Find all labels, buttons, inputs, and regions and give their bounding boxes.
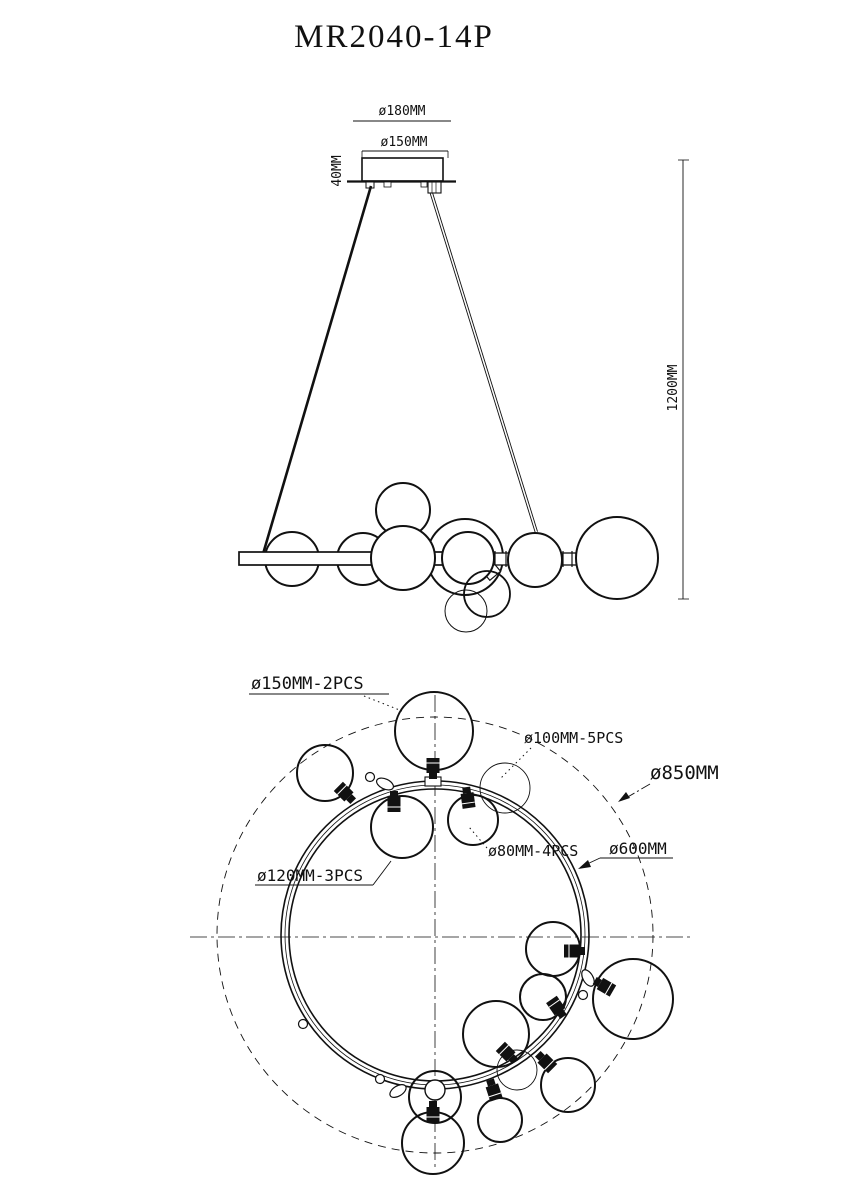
- label-150mm: [249, 674, 402, 711]
- label-100mm: [500, 729, 623, 779]
- suspension-cable-left: [263, 186, 371, 554]
- glass-sphere: [576, 517, 658, 599]
- dim-canopy-outer: [353, 104, 451, 121]
- plan-labels: [249, 674, 719, 885]
- front-spheres-front: [371, 517, 658, 599]
- dim-canopy-outer-label: ø180MM: [378, 104, 426, 119]
- front-view: [239, 104, 689, 632]
- dim-canopy-height-label: 40MM: [330, 155, 345, 187]
- glass-sphere: [445, 590, 487, 632]
- label-850mm-text: ø850MM: [650, 762, 719, 784]
- sphere-clamp: [484, 1078, 503, 1102]
- glass-sphere: [480, 763, 530, 813]
- label-150mm-text: ø150MM-2PCS: [251, 674, 364, 694]
- screw-detail-left: [384, 182, 391, 187]
- label-600mm-text: ø600MM: [609, 839, 667, 858]
- screw-detail-right: [421, 182, 427, 187]
- glass-sphere: [508, 533, 562, 587]
- bottom-socket: [425, 1080, 445, 1100]
- canopy: [347, 158, 456, 193]
- ring-connector-oval: [375, 776, 396, 793]
- glass-sphere: [371, 796, 433, 858]
- arrowhead-850: [618, 792, 630, 802]
- glass-sphere: [478, 1098, 522, 1142]
- glass-sphere: [463, 1001, 529, 1067]
- label-80mm: [469, 827, 578, 860]
- ring-connector-dot: [366, 773, 375, 782]
- dim-canopy-inner-label: ø150MM: [380, 135, 428, 150]
- glass-sphere: [593, 959, 673, 1039]
- ring-connector-dot: [579, 991, 588, 1000]
- label-850mm: [618, 762, 719, 802]
- plan-view: [190, 674, 719, 1174]
- ring-connector-dot: [299, 1020, 308, 1029]
- sphere-clamp: [564, 945, 585, 958]
- sphere-clamps: [334, 758, 616, 1122]
- label-600mm: [578, 839, 673, 869]
- ring-connector-dot: [376, 1075, 385, 1084]
- ring-connector-oval: [579, 968, 597, 989]
- sphere-clamp: [427, 758, 440, 779]
- arrowhead-600: [578, 860, 591, 869]
- dim-drop-height-label: 1200MM: [666, 364, 681, 412]
- label-120mm-text: ø120MM-3PCS: [257, 866, 363, 885]
- suspension-cable-right: [430, 193, 537, 533]
- sphere-clamp: [427, 1101, 440, 1122]
- label-80mm-text: ø80MM-4PCS: [488, 842, 579, 860]
- sphere-clamp: [334, 782, 358, 806]
- plan-spheres: [297, 692, 673, 1174]
- dim-canopy-inner: [362, 135, 448, 158]
- label-100mm-text: ø100MM-5PCS: [524, 729, 624, 747]
- cable-gripper-right: [428, 182, 441, 193]
- label-120mm: [255, 861, 391, 885]
- dim-drop-height: [666, 160, 689, 599]
- model-title: MR2040-14P: [294, 19, 494, 55]
- glass-sphere: [442, 532, 494, 584]
- glass-sphere: [371, 526, 435, 590]
